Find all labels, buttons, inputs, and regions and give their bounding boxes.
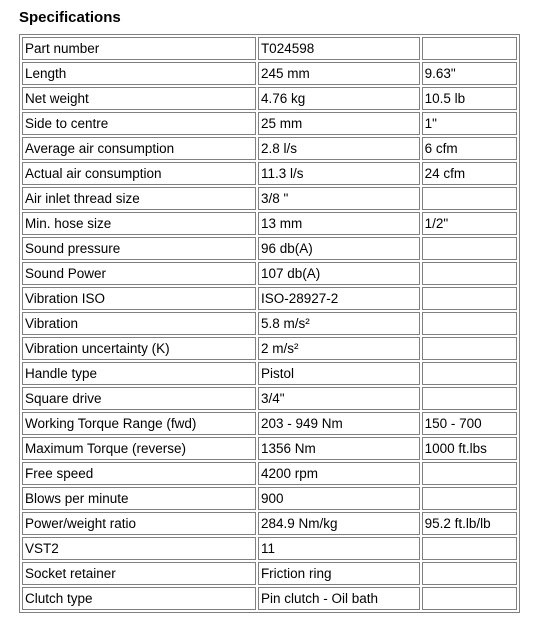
spec-label-cell: Actual air consumption (22, 162, 256, 185)
table-row (22, 287, 517, 310)
spec-imperial-value-cell (422, 537, 517, 560)
spec-metric-value-cell: 11 (258, 537, 420, 560)
spec-label-cell: Length (22, 62, 256, 85)
table-row (22, 112, 517, 135)
table-row (22, 412, 517, 435)
spec-imperial-value-cell (422, 587, 517, 610)
spec-metric-value-cell: 5.8 m/s² (258, 312, 420, 335)
table-row (22, 62, 517, 85)
specifications-table-body (22, 37, 517, 610)
spec-imperial-value-cell: 1/2" (422, 212, 517, 235)
spec-imperial-value-cell: 1000 ft.lbs (422, 437, 517, 460)
spec-label-cell: Vibration uncertainty (K) (22, 337, 256, 360)
spec-imperial-value-cell: 1" (422, 112, 517, 135)
table-row (22, 512, 517, 535)
spec-label-cell: Socket retainer (22, 562, 256, 585)
spec-metric-value-cell: 107 db(A) (258, 262, 420, 285)
spec-imperial-value-cell (422, 312, 517, 335)
spec-metric-value-cell: 203 - 949 Nm (258, 412, 420, 435)
spec-imperial-value-cell: 9.63" (422, 62, 517, 85)
spec-metric-value-cell: 245 mm (258, 62, 420, 85)
table-row (22, 162, 517, 185)
table-row (22, 387, 517, 410)
table-row (22, 587, 517, 610)
spec-imperial-value-cell: 95.2 ft.lb/lb (422, 512, 517, 535)
spec-metric-value-cell: 13 mm (258, 212, 420, 235)
spec-label-cell: Handle type (22, 362, 256, 385)
spec-label-cell: Vibration (22, 312, 256, 335)
spec-metric-value-cell: 3/8 " (258, 187, 420, 210)
table-row (22, 462, 517, 485)
table-row (22, 212, 517, 235)
table-row (22, 37, 517, 60)
table-row (22, 562, 517, 585)
table-row (22, 437, 517, 460)
table-row (22, 362, 517, 385)
spec-label-cell: Clutch type (22, 587, 256, 610)
spec-metric-value-cell: 284.9 Nm/kg (258, 512, 420, 535)
spec-label-cell: Power/weight ratio (22, 512, 256, 535)
spec-imperial-value-cell (422, 187, 517, 210)
spec-metric-value-cell: 25 mm (258, 112, 420, 135)
spec-imperial-value-cell (422, 562, 517, 585)
spec-imperial-value-cell (422, 487, 517, 510)
spec-metric-value-cell: 11.3 l/s (258, 162, 420, 185)
table-row (22, 137, 517, 160)
spec-metric-value-cell: Pistol (258, 362, 420, 385)
spec-metric-value-cell: Pin clutch - Oil bath (258, 587, 420, 610)
spec-metric-value-cell: 2.8 l/s (258, 137, 420, 160)
table-row (22, 237, 517, 260)
spec-imperial-value-cell (422, 287, 517, 310)
spec-metric-value-cell: 3/4" (258, 387, 420, 410)
section-title: Specifications (19, 9, 121, 26)
spec-label-cell: Maximum Torque (reverse) (22, 437, 256, 460)
spec-metric-value-cell: 4200 rpm (258, 462, 420, 485)
spec-label-cell: VST2 (22, 537, 256, 560)
spec-imperial-value-cell (422, 462, 517, 485)
spec-imperial-value-cell (422, 337, 517, 360)
table-row (22, 487, 517, 510)
spec-metric-value-cell: 2 m/s² (258, 337, 420, 360)
spec-label-cell: Square drive (22, 387, 256, 410)
spec-label-cell: Net weight (22, 87, 256, 110)
spec-label-cell: Part number (22, 37, 256, 60)
spec-metric-value-cell: 1356 Nm (258, 437, 420, 460)
spec-metric-value-cell: Friction ring (258, 562, 420, 585)
spec-label-cell: Working Torque Range (fwd) (22, 412, 256, 435)
spec-label-cell: Sound Power (22, 262, 256, 285)
spec-imperial-value-cell (422, 262, 517, 285)
spec-imperial-value-cell (422, 37, 517, 60)
table-row (22, 87, 517, 110)
table-row (22, 537, 517, 560)
spec-label-cell: Side to centre (22, 112, 256, 135)
spec-imperial-value-cell (422, 237, 517, 260)
table-row (22, 337, 517, 360)
spec-metric-value-cell: 4.76 kg (258, 87, 420, 110)
spec-metric-value-cell: 900 (258, 487, 420, 510)
spec-label-cell: Average air consumption (22, 137, 256, 160)
spec-imperial-value-cell: 24 cfm (422, 162, 517, 185)
spec-label-cell: Free speed (22, 462, 256, 485)
spec-label-cell: Vibration ISO (22, 287, 256, 310)
table-row (22, 312, 517, 335)
spec-imperial-value-cell: 150 - 700 (422, 412, 517, 435)
spec-imperial-value-cell (422, 387, 517, 410)
spec-label-cell: Sound pressure (22, 237, 256, 260)
spec-metric-value-cell: T024598 (258, 37, 420, 60)
spec-metric-value-cell: 96 db(A) (258, 237, 420, 260)
spec-metric-value-cell: ISO-28927-2 (258, 287, 420, 310)
spec-imperial-value-cell: 10.5 lb (422, 87, 517, 110)
table-row (22, 187, 517, 210)
spec-label-cell: Air inlet thread size (22, 187, 256, 210)
specifications-table (19, 34, 520, 613)
spec-imperial-value-cell (422, 362, 517, 385)
spec-label-cell: Blows per minute (22, 487, 256, 510)
spec-label-cell: Min. hose size (22, 212, 256, 235)
table-row (22, 262, 517, 285)
spec-imperial-value-cell: 6 cfm (422, 137, 517, 160)
